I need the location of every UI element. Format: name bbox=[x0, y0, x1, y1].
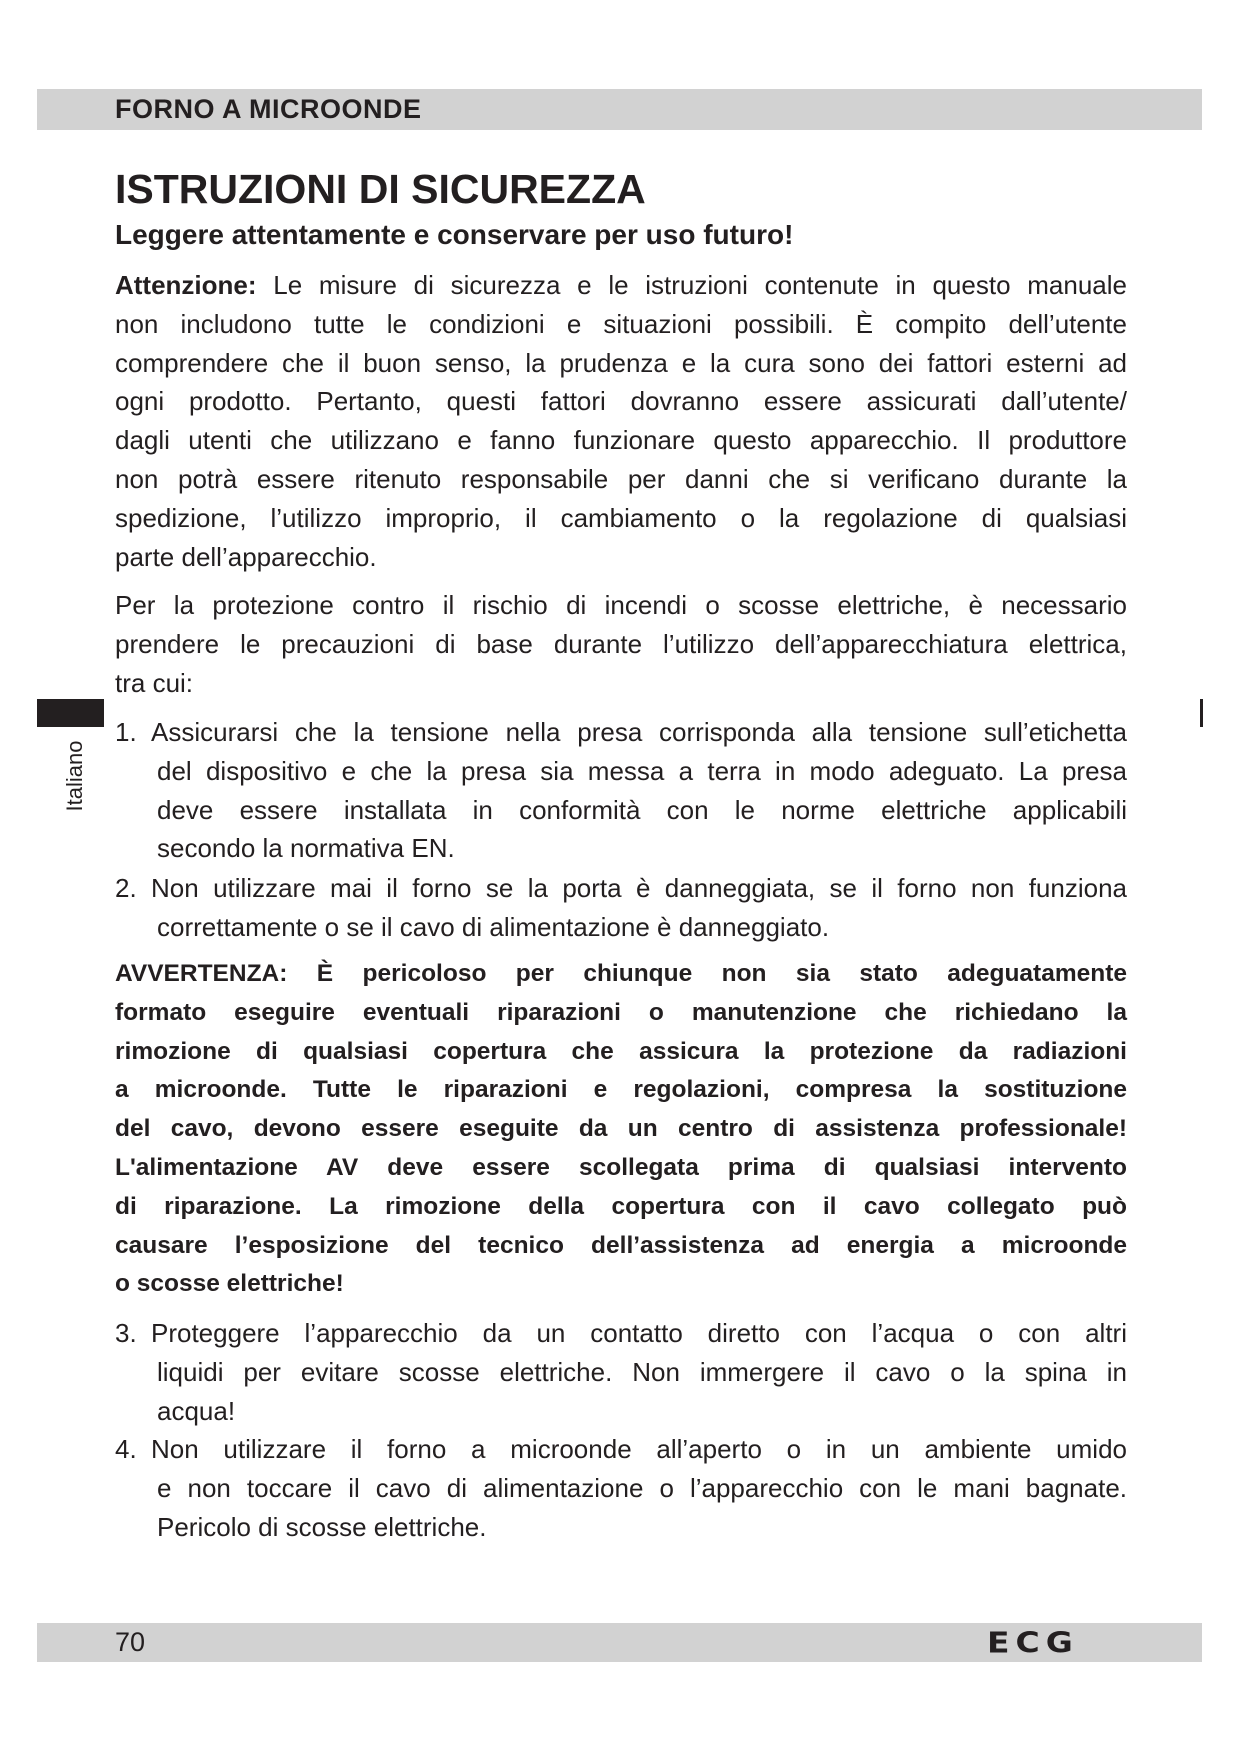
intro-line: ogni prodotto. Pertanto, questi fattori dovranno essere assicurati dall’utente/ bbox=[115, 386, 1127, 417]
intro-line: non includono tutte le condizioni e situazioni possibili. È compito dell’utente bbox=[115, 308, 1127, 339]
list-item-line: acqua! bbox=[157, 1395, 236, 1426]
attention-label: Attenzione: bbox=[115, 270, 257, 300]
list-item-line: e non toccare il cavo di alimentazione o l’apparecchio con le mani bagnate. bbox=[157, 1472, 1127, 1503]
list-number: 3. bbox=[115, 1318, 137, 1348]
list-item-line: Pericolo di scosse elettriche. bbox=[157, 1511, 487, 1542]
warning-line: causare l’esposizione del tecnico dell’assistenza ad energia a microonde bbox=[115, 1231, 1127, 1259]
intro-line: spedizione, l’utilizzo improprio, il cambiamento o la regolazione di qualsiasi bbox=[115, 502, 1127, 533]
language-tab-marker bbox=[37, 699, 104, 727]
list-item-line: Non utilizzare il forno a microonde all’aperto o in un ambiente umido bbox=[151, 1434, 1127, 1464]
protection-line: tra cui: bbox=[115, 667, 194, 698]
protection-line: prendere le precauzioni di base durante l’utilizzo dell’apparecchiatura elettrica, bbox=[115, 628, 1127, 659]
intro-line: comprendere che il buon senso, la prudenza e la cura sono dei fattori esterni ad bbox=[115, 347, 1127, 378]
list-item-line: Non utilizzare mai il forno se la porta è danneggiata, se il forno non funziona bbox=[151, 873, 1127, 903]
warning-line: L'alimentazione AV deve essere scollegata prima di qualsiasi intervento bbox=[115, 1154, 1127, 1181]
warning-line: AVVERTENZA: È pericoloso per chiunque non sia stato adeguatamente bbox=[115, 960, 1127, 987]
intro-line: dagli utenti che utilizzano e fanno funzionare questo apparecchio. Il produttore bbox=[115, 425, 1127, 456]
list-item-line: del dispositivo e che la presa sia messa a terra in modo adeguato. La presa bbox=[157, 755, 1127, 786]
margin-mark bbox=[1200, 699, 1203, 727]
section-title: FORNO A MICROONDE bbox=[115, 94, 422, 124]
warning-line: a microonde. Tutte le riparazioni e regolazioni, compresa la sostituzione bbox=[115, 1076, 1127, 1104]
list-item-line: Proteggere l’apparecchio da un contatto diretto con l’acqua o con altri bbox=[151, 1318, 1127, 1348]
warning-line: di riparazione. La rimozione della copertura con il cavo collegato può bbox=[115, 1192, 1127, 1220]
list-number: 2. bbox=[115, 873, 137, 903]
ecg-logo: ECG bbox=[987, 1625, 1079, 1660]
list-item-line: Assicurarsi che la tensione nella presa corrisponda alla tensione sull’etichetta bbox=[151, 717, 1127, 747]
intro-text: Le misure di sicurezza e le istruzioni contenute in questo manuale bbox=[256, 270, 1127, 300]
warning-line: rimozione di qualsiasi copertura che assicura la protezione da radiazioni bbox=[115, 1037, 1127, 1065]
footer-band bbox=[37, 1623, 1202, 1662]
page-title: ISTRUZIONI DI SICUREZZA bbox=[115, 166, 646, 212]
intro-line: non potrà essere ritenuto responsabile per danni che si verificano durante la bbox=[115, 464, 1127, 494]
intro-line bbox=[115, 266, 1127, 305]
warning-line: del cavo, devono essere eseguite da un centro di assistenza professionale! bbox=[115, 1115, 1127, 1143]
list-number: 4. bbox=[115, 1434, 137, 1464]
page-subtitle: Leggere attentamente e conservare per uso futuro! bbox=[115, 219, 794, 250]
language-label: Italiano bbox=[62, 740, 87, 812]
list-item-line: secondo la normativa EN. bbox=[157, 833, 455, 864]
header-band bbox=[37, 89, 1202, 130]
page-number: 70 bbox=[115, 1627, 146, 1657]
list-item-line: deve essere installata in conformità con le norme elettriche applicabili bbox=[157, 794, 1127, 825]
list-item-line: liquidi per evitare scosse elettriche. Non immergere il cavo o la spina in bbox=[157, 1356, 1127, 1387]
protection-line: Per la protezione contro il rischio di incendi o scosse elettriche, è necessario bbox=[115, 590, 1127, 620]
list-number: 1. bbox=[115, 717, 137, 747]
list-item-line: correttamente o se il cavo di alimentazione è danneggiato. bbox=[157, 911, 830, 942]
warning-line: o scosse elettriche! bbox=[115, 1270, 344, 1298]
warning-line: formato eseguire eventuali riparazioni o manutenzione che richiedano la bbox=[115, 998, 1127, 1026]
intro-line: parte dell’apparecchio. bbox=[115, 541, 377, 572]
